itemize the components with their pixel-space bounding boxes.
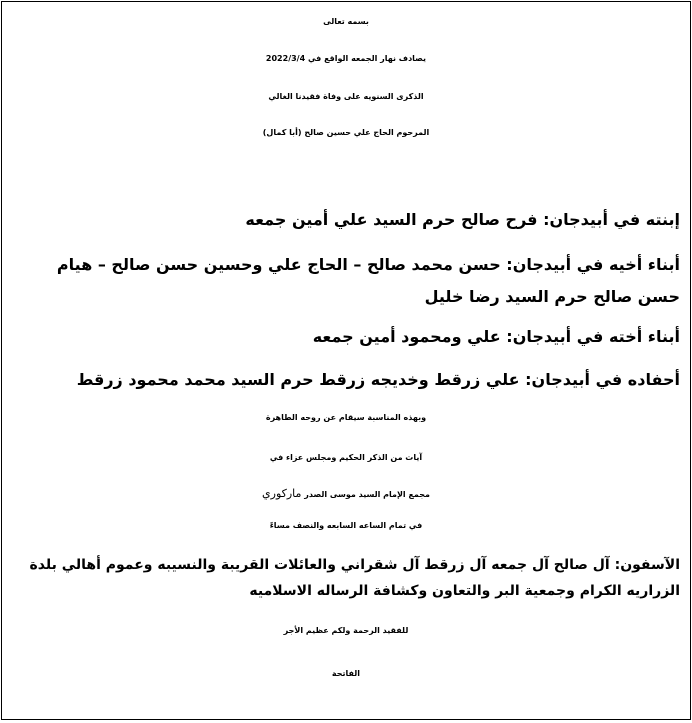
time-line: في تمام الساعه السابعه والنصف مساءً: [269, 521, 423, 530]
closing-line-1: للفقيد الرحمة ولكم عظيم الأجر: [283, 626, 409, 635]
daughter-line: إبنته في أبيدجان: فرح صالح حرم السيد علي أمين جمعه: [245, 210, 680, 229]
occasion-line-2: آيات من الذكر الحكيم ومجلس عزاء في: [269, 453, 423, 462]
brother-sons-line-2: حسن صالح حرم السيد رضا خليل: [424, 287, 680, 306]
header-date: يصادف نهار الجمعه الواقع في 2022/3/4: [265, 54, 427, 63]
header-anniversary: الذكرى السنويه على وفاة فقيدنا الغالي: [268, 92, 424, 101]
sister-sons-line: أبناء أخته في أبيدجان: علي ومحمود أمين جمعه: [312, 327, 680, 346]
header-bismi: بسمه تعالى: [323, 17, 369, 26]
venue-line: [2, 488, 690, 499]
grandchildren-line: أحفاده في أبيدجان: علي زرقط وخديجه زرقط حرم السيد محمد محمود زرقط: [76, 370, 680, 389]
mourners-line-1: الآسفون: آل صالح آل جمعه آل زرقط آل شقراني والعائلات القريبة والنسيبه وعموم أهالي بلدة: [29, 557, 680, 573]
obituary-notice: [1, 1, 691, 720]
venue-main: مجمع الإمام السيد موسى الصدر: [304, 490, 430, 499]
brother-sons-line-1: أبناء أخيه في أبيدجان: حسن محمد صالح – الحاج علي وحسين حسن صالح – هيام: [56, 255, 680, 274]
occasion-line-1: وبهذه المناسبة سيقام عن روحه الطاهرة: [265, 413, 427, 422]
mourners-line-2: الزراريه الكرام وجمعية البر والتعاون وكشافة الرساله الاسلاميه: [249, 583, 680, 599]
venue-small: ماركوري: [262, 487, 302, 500]
deceased-name: المرحوم الحاج علي حسين صالح (أبا كمال): [262, 128, 430, 137]
closing-fatiha: الفاتحة: [331, 669, 361, 678]
